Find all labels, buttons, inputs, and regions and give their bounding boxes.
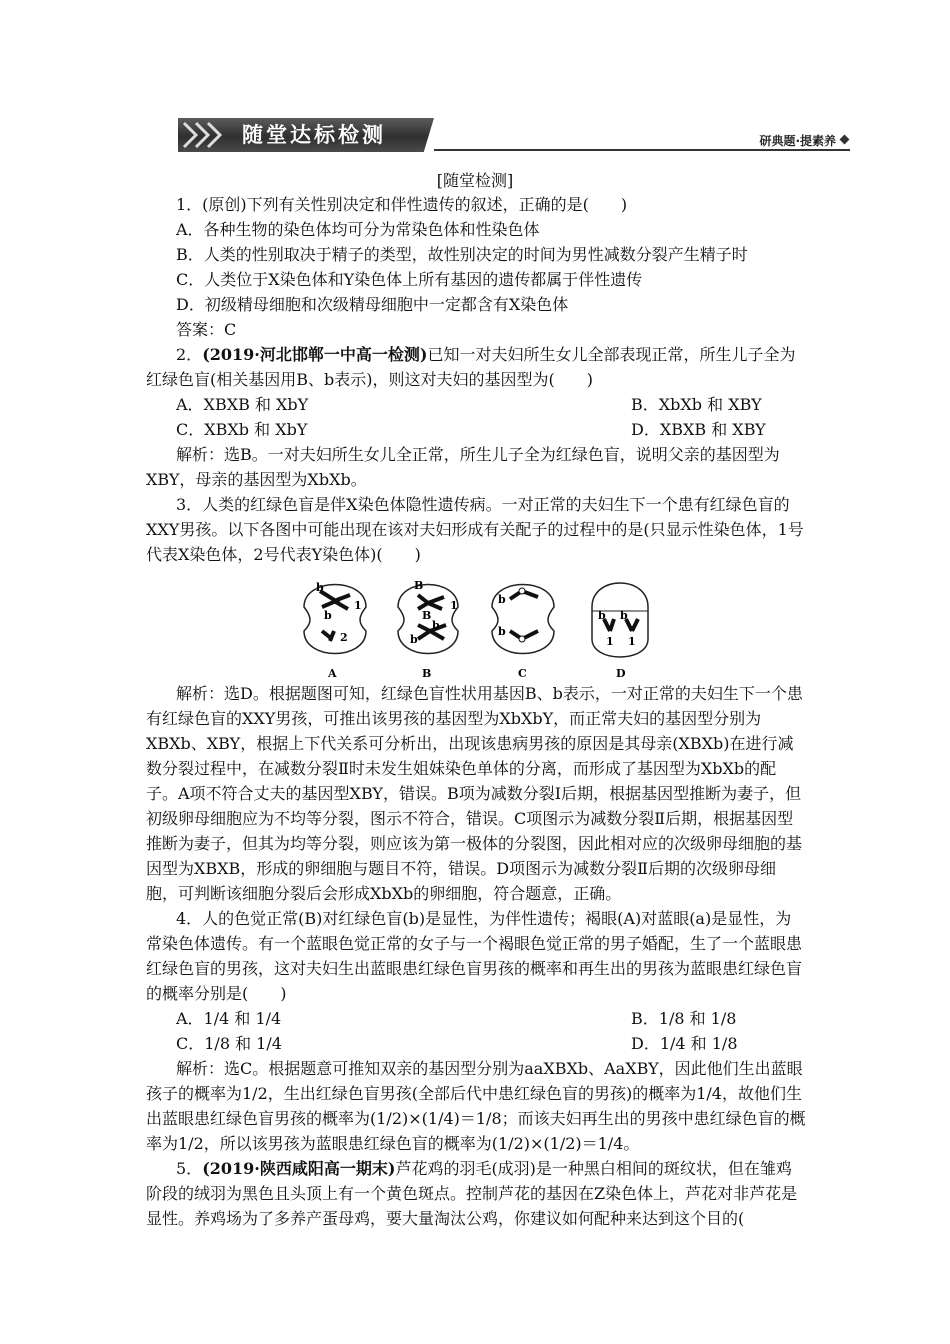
cell-b: [398, 579, 458, 679]
cell-d-mark: 1: [606, 635, 614, 648]
q1-option-d: D．初级精母细胞和次级精母细胞中一定都含有X染色体: [176, 295, 569, 314]
cell-d-mark: b: [620, 609, 628, 622]
q3-stem: 3．人类的红绿色盲是伴X染色体隐性遗传病。一对正常的夫妇生下一个患有红绿色盲的XXY男孩。以下各图中可能出现在该对夫妇形成有关配子的过程中的是(只显示性染色体，1号代表X染色体，2号代表Y染色体)( ): [146, 495, 804, 564]
cell-b-mark: b: [410, 633, 418, 646]
cell-b-mark: 1: [450, 599, 458, 612]
q3-explanation: 解析：选D。根据题图可知，红绿色盲性状用基因B、b表示，一对正常的夫妇生下一个患有红绿色盲的XXY男孩，可推出该男孩的基因型为XbXbY，而正常夫妇的基因型分别为XBXb、XBY，根据上下代关系可分析出，出现该患病男孩的原因是其母亲(XBXb)在进行减数分裂过程中，在减数分裂Ⅱ时未发生姐妹染色单体的分离，而形成了基因型为XbXb的配子。A项不符合丈夫的基因型XBY，错误。B项为减数分裂Ⅰ后期，根据基因型推断为妻子，但初级卵母细胞应为不均等分裂，图示不符合，错误。C项图示为减数分裂Ⅱ后期，根据基因型推断为妻子，但其为均等分裂，则应该为第一极体的分裂图，因此相对应的次级卵母细胞的基因型为XBXB，形成的卵细胞与题目不符，错误。D项图示为减数分裂Ⅱ后期的次级卵母细胞，可判断该细胞分裂后会形成XbXb的卵细胞，符合题意，正确。: [146, 684, 803, 903]
section-banner: [178, 118, 850, 154]
cell-b-mark: B: [414, 579, 424, 592]
cell-b-mark: b: [432, 619, 440, 632]
question-content: [146, 192, 806, 1231]
q4-explanation: 解析：选C。根据题意可推知双亲的基因型分别为aaXBXb、AaXBY，因此他们生出蓝眼孩子的概率为1/2，生出红绿色盲男孩(全部后代中患红绿色盲的男孩)的概率为1/4，故他们生出蓝眼患红绿色盲男孩的概率为(1/2)×(1/4)＝1/8；而该夫妇再生出的男孩中患红绿色盲的概率为1/2，所以该男孩为蓝眼患红绿色盲的概率为(1/2)×(1/2)＝1/4。: [146, 1059, 806, 1153]
q2-source: (2019·河北邯郸一中高一检测): [202, 345, 428, 364]
chevron-arrows-icon: [180, 120, 230, 150]
cell-d: [592, 583, 648, 679]
banner-tag: 研典题·提素养: [759, 134, 836, 148]
diamond-icon: [840, 135, 850, 145]
q1-stem: 1．(原创)下列有关性别决定和伴性遗传的叙述，正确的是( ): [176, 195, 628, 214]
cell-b-mark: B: [422, 609, 432, 622]
q2-stem-text: 已知一对夫妇所生女儿全部表现正常，所生儿子全为红绿色盲(相关基因用B、b表示)，则这对夫妇的基因型为( ): [146, 345, 796, 389]
q4-option-a: A．1/4 和 1/4: [176, 1009, 282, 1028]
q2-number: 2．: [176, 345, 203, 364]
q2-option-b: B．XbXb 和 XBY: [631, 395, 762, 414]
section-title: [随堂检测]: [436, 171, 514, 190]
q4-option-c: C．1/8 和 1/4: [176, 1034, 282, 1053]
banner-title: 随堂达标检测: [242, 123, 386, 147]
cell-a-mark: 2: [340, 631, 348, 644]
q2-explanation: 解析：选B。一对夫妇所生女儿全正常，所生儿子全为红绿色盲，说明父亲的基因型为XBY，母亲的基因型为XbXb。: [146, 445, 780, 489]
q1-option-a: A．各种生物的染色体均可分为常染色体和性染色体: [176, 220, 540, 239]
q5-stem: [146, 1156, 806, 1231]
q4-stem: 4．人的色觉正常(B)对红绿色盲(b)是显性，为伴性遗传；褐眼(A)对蓝眼(a)是显性，为常染色体遗传。有一个蓝眼色觉正常的女子与一个褐眼色觉正常的男子婚配，生了一个蓝眼患红绿色盲的男孩，这对夫妇生出蓝眼患红绿色盲男孩的概率和再生出的男孩为蓝眼患红绿色盲的概率分别是( ): [146, 909, 803, 1003]
q5-number: 5．: [176, 1159, 203, 1178]
cell-d-mark: b: [598, 609, 606, 622]
q5-stem-text: 芦花鸡的羽毛(成羽)是一种黑白相间的斑纹状，但在雏鸡阶段的绒羽为黑色且头顶上有一个黄色斑点。控制芦花的基因在Z染色体上，芦花对非芦花是显性。养鸡场为了多养产蛋母鸡，要大量淘汰公鸡，你建议如何配种来达到这个目的(: [146, 1159, 798, 1228]
q2-option-a: A．XBXB 和 XbY: [176, 395, 309, 414]
q4-option-d: D．1/4 和 1/8: [631, 1034, 738, 1053]
cell-a-mark: 1: [354, 599, 362, 612]
q4-options-row-1: [146, 1006, 806, 1031]
figure-label: C: [518, 667, 527, 679]
figure-label: D: [616, 667, 626, 679]
figure-label: A: [328, 667, 337, 679]
cell-a-mark: b: [316, 581, 324, 594]
cell-division-diagram: [300, 569, 660, 679]
q2-options-row-2: [146, 417, 806, 442]
cell-a: [304, 581, 366, 679]
q2-options-row-1: [146, 392, 806, 417]
q1-option-b: B．人类的性别取决于精子的类型，故性别决定的时间为男性减数分裂产生精子时: [176, 245, 748, 264]
q2-stem: [146, 342, 806, 392]
cell-a-mark: b: [324, 609, 332, 622]
banner-rule: [434, 149, 850, 151]
q4-option-b: B．1/8 和 1/8: [631, 1009, 737, 1028]
q2-option-d: D．XBXB 和 XBY: [631, 420, 766, 439]
q5-source: (2019·陕西咸阳高一期末): [202, 1159, 396, 1178]
cell-c: [492, 585, 554, 680]
cell-c-mark: b: [498, 625, 506, 638]
q4-options-row-2: [146, 1031, 806, 1056]
figure-label: B: [422, 667, 432, 679]
q2-option-c: C．XBXb 和 XbY: [176, 420, 308, 439]
cell-d-mark: 1: [628, 635, 636, 648]
q1-option-c: C．人类位于X染色体和Y染色体上所有基因的遗传都属于伴性遗传: [176, 270, 643, 289]
q3-figure: [146, 569, 806, 681]
q1-answer: 答案：C: [176, 320, 237, 339]
cell-c-mark: b: [498, 593, 506, 606]
